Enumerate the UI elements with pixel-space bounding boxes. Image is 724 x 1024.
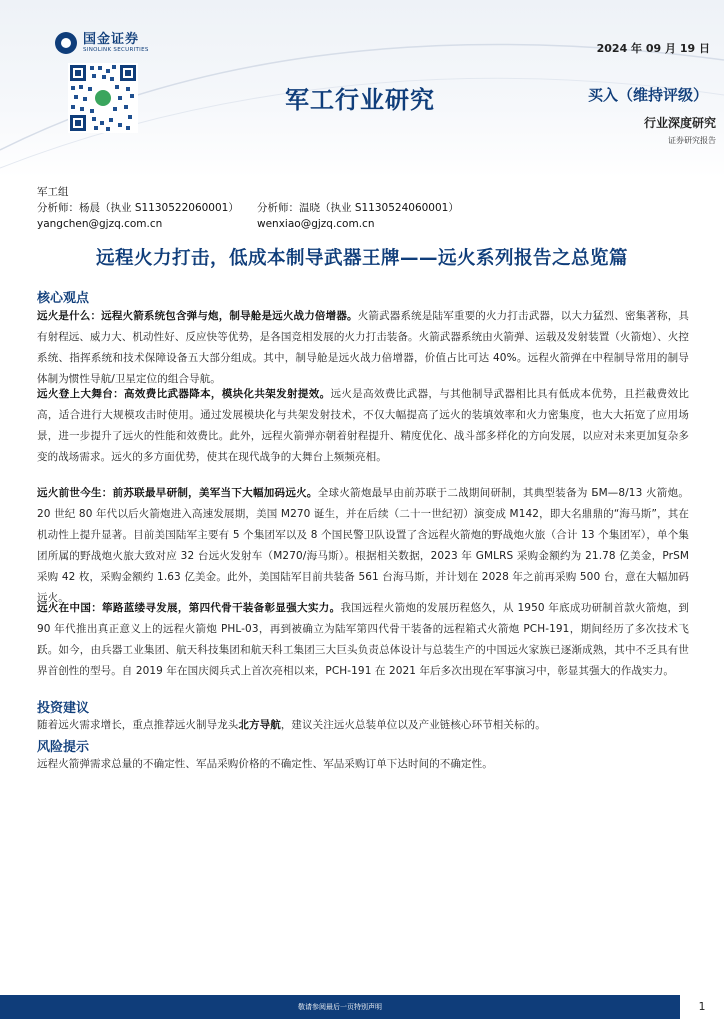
brand-logo bbox=[55, 32, 149, 54]
paragraph-risk: 远程火箭弹需求总量的不确定性、军品采购价格的不确定性、军品采购订单下达时间的不确定性。 bbox=[37, 758, 493, 770]
paragraph-body: 我国远程火箭炮的发展历程悠久，从 1950 年底成功研制首款火箭炮，到 90 年代推出真正意义上的远程火箭炮 PHL-03，再到被确立为陆军第四代骨干装备的远程箱式火箭炮 PCH-191，期间经历了多次技术飞跃。如今，由兵器工业集团、航天科技集团和航天科工集团三大巨头负责总体设计与总装生产的中国远火家族已逐渐成熟，其中不乏具有世界首创性的型号。自 2019 年在国庆阅兵式上首次亮相以来，PCH-191 在 2021 年后多次出现在军事演习中，彰显其强大的作战实力。 bbox=[37, 602, 689, 677]
footer-disclaimer[interactable]: 敬请参阅最后一页特别声明 bbox=[0, 995, 680, 1019]
section-heading-core: 核心观点 bbox=[37, 291, 90, 306]
report-title: 远程火力打击，低成本制导武器王牌——远火系列报告之总览篇 bbox=[95, 248, 628, 269]
brand-name-en: SINOLINK SECURITIES bbox=[83, 46, 149, 53]
section-heading-invest: 投资建议 bbox=[37, 701, 90, 716]
analyst-group: 军工组 bbox=[37, 186, 69, 198]
paragraph-what-is bbox=[37, 306, 689, 390]
paragraph-lead: 远火在中国：筚路蓝缕寻发展，第四代骨干装备彰显强大实力。 bbox=[37, 602, 341, 614]
report-subtitle: 证券研究报告 bbox=[668, 136, 716, 145]
report-date: 2024 年 09 月 19 日 bbox=[596, 42, 710, 55]
paragraph-china bbox=[37, 598, 689, 682]
analyst-1-email[interactable]: yangchen@gjzq.com.cn bbox=[37, 218, 163, 230]
recommended-stock: 北方导航 bbox=[238, 719, 281, 731]
paragraph-stage bbox=[37, 384, 689, 468]
paragraph-lead: 远火登上大舞台：高效费比武器降本，模块化共架发射提效。 bbox=[37, 388, 331, 400]
paragraph-body: 火箭武器系统是陆军重要的火力打击武器，以大力猛烈、密集著称，具有射程远、威力大、机动性好、反应快等优势，是各国竞相发展的火力打击装备。火箭武器系统由火箭弹、运载及发射装置（火箭炮）、火控系统、指挥系统和技术保障设备五大部分组成。其中，制导舱是远火战力倍增器，价值占比可达 40%。远程火箭弹在中程制导常用的制导体制为惯性导航/卫星定位的组合导航。 bbox=[37, 310, 689, 385]
analyst-1: 分析师：杨晨（执业 S1130522060001） bbox=[37, 202, 239, 214]
paragraph-lead: 远火前世今生：前苏联最早研制，美军当下大幅加码远火。 bbox=[37, 487, 318, 499]
paragraph-body: 远火是高效费比武器，与其他制导武器相比具有低成本优势，且拦截费效比高，适合进行大规模攻击时使用。通过发展模块化与共架发射技术，不仅大幅提高了远火的装填效率和火力密集度，也大大拓宽了应用场景，进一步提升了远火的性能和效费比。此外，远程火箭弹亦朝着射程提升、精度优化、战斗部多样化的方向发展，以应对未来更加复杂多变的战场需求。远火的多方面优势，使其在现代战争的大舞台上频频亮相。 bbox=[37, 388, 689, 463]
brand-logo-icon bbox=[55, 32, 77, 54]
paragraph-invest bbox=[37, 715, 689, 736]
section-heading-risk: 风险提示 bbox=[37, 740, 90, 755]
report-type: 行业深度研究 bbox=[643, 116, 716, 130]
paragraph-history bbox=[37, 483, 689, 609]
paragraph-body: 随着远火需求增长，重点推荐远火制导龙头 bbox=[37, 719, 239, 731]
brand-name-cn: 国金证券 bbox=[83, 31, 140, 47]
paragraph-lead: 远火是什么：远程火箭系统包含弹与炮，制导舱是远火战力倍增器。 bbox=[37, 310, 358, 322]
analyst-2-email[interactable]: wenxiao@gjzq.com.cn bbox=[257, 218, 375, 230]
analyst-2: 分析师：温晓（执业 S1130524060001） bbox=[257, 202, 459, 214]
page-number: 1 bbox=[698, 1000, 706, 1013]
qr-code-icon bbox=[68, 63, 138, 133]
industry-title: 军工行业研究 bbox=[285, 86, 435, 114]
paragraph-body: ，建议关注远火总装单位以及产业链核心环节相关标的。 bbox=[280, 719, 546, 731]
analyst-block bbox=[37, 184, 477, 232]
paragraph-body: 全球火箭炮最早由前苏联于二战期间研制，其典型装备为 БМ—8/13 火箭炮。20 世纪 80 年代以后火箭炮进入高速发展期，美国 M270 诞生，并在后续（二十一世纪初）演变成 M142，即大名鼎鼎的“海马斯”，其在机动性上提升显著。目前美国陆军主要有 5 个集团军以及 8 个国民警卫队设置了含远程火箭炮的野战炮火旅（合计 13 个集团军），单个集团所属的野战炮火旅大致对应 32 台远火发射车（M270/海马斯）。根据相关数据，2023 年 GMLRS 采购金额约为 21.78 亿美金，PrSM 采购 42 枚，采购金额约 1.63 亿美金。此外，美国陆军目前共装备 561 台海马斯，并计划在 2028 年之前再采购 500 台，意在大幅加码远火。 bbox=[37, 487, 689, 604]
rating: 买入（维持评级） bbox=[587, 86, 708, 104]
